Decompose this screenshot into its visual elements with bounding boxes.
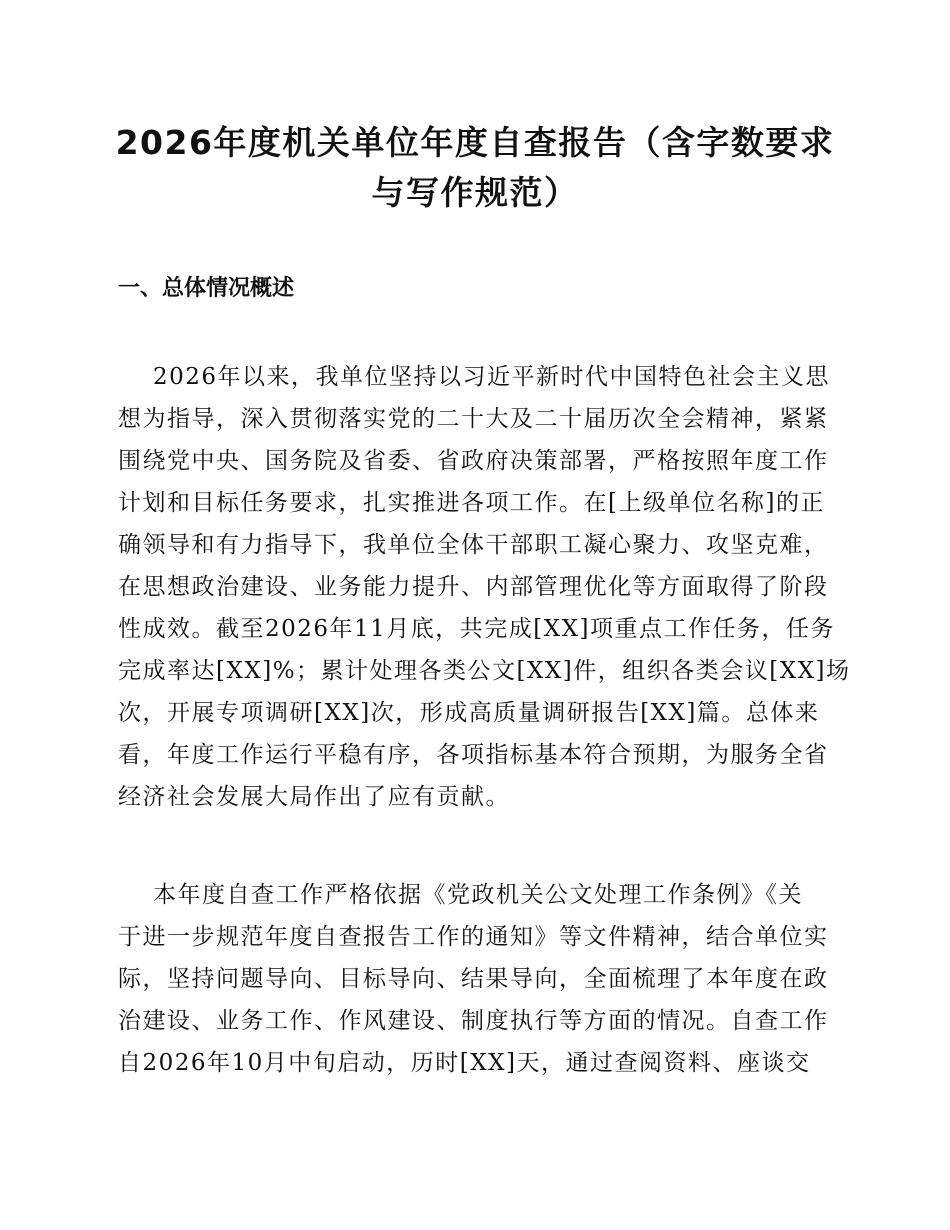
paragraph-line: 完成率达[XX]%；累计处理各类公文[XX]件，组织各类会议[XX]场 [118,658,851,684]
title-line: 与写作规范） [371,173,579,212]
paragraph-line: 围绕党中央、国务院及省委、省政府决策部署，严格按照年度工作 [118,448,829,474]
paragraph-line: 经济社会发展大局作出了应有贡献。 [118,784,510,810]
paragraph-line: 在思想政治建设、业务能力提升、内部管理优化等方面取得了阶段 [118,574,829,600]
paragraph-basis [118,874,838,1084]
paragraph-line: 治建设、业务工作、作风建设、制度执行等方面的情况。自查工作 [118,1008,829,1034]
paragraph-line: 计划和目标任务要求，扎实推进各项工作。在[上级单位名称]的正 [118,490,825,516]
paragraph-line: 次，开展专项调研[XX]次，形成高质量调研报告[XX]篇。总体来 [118,700,820,726]
paragraph-line: 于进一步规范年度自查报告工作的通知》等文件精神，结合单位实 [118,924,829,950]
paragraph-line: 看，年度工作运行平稳有序，各项指标基本符合预期，为服务全省 [118,742,829,768]
document-title [80,118,870,218]
paragraph-line: 2026年以来，我单位坚持以习近平新时代中国特色社会主义思 [153,364,831,390]
section-heading: 一、总体情况概述 [118,276,295,301]
paragraph-overview [118,356,851,818]
paragraph-line: 自2026年10月中旬启动，历时[XX]天，通过查阅资料、座谈交 [118,1050,811,1076]
paragraph-line: 本年度自查工作严格依据《党政机关公文处理工作条例》《关 [153,882,803,908]
title-line: 2026年度机关单位年度自查报告（含字数要求 [115,123,835,162]
paragraph-line: 想为指导，深入贯彻落实党的二十大及二十届历次全会精神，紧紧 [118,406,829,432]
paragraph-line: 际，坚持问题导向、目标导向、结果导向，全面梳理了本年度在政 [118,966,829,992]
paragraph-line: 确领导和有力指导下，我单位全体干部职工凝心聚力、攻坚克难， [118,532,829,558]
paragraph-line: 性成效。截至2026年11月底，共完成[XX]项重点工作任务，任务 [118,616,835,642]
